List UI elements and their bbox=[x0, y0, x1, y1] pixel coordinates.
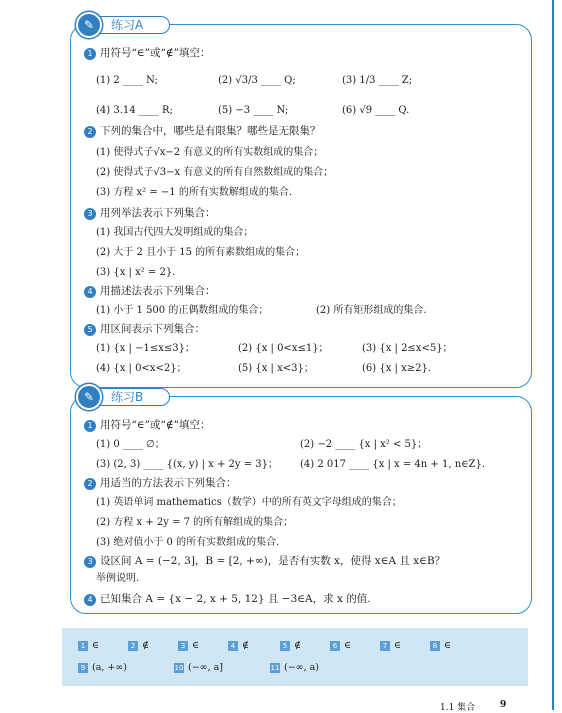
answer-item: 4 ∉ bbox=[228, 640, 249, 651]
a4-question: 4 用描述法表示下列集合： bbox=[84, 284, 216, 298]
answer-item: 6 ∈ bbox=[330, 640, 351, 651]
page-number: 9 bbox=[500, 700, 507, 710]
a1-item: (3) 1/3 ____ Z; bbox=[342, 75, 413, 86]
b3-question-continued: 举例说明. bbox=[96, 573, 140, 584]
a4-item: (1) 小于 1 500 的正偶数组成的集合； bbox=[96, 305, 269, 316]
a5-item: (4) {x | 0<x<2}； bbox=[96, 363, 187, 374]
answer-item: 1 ∈ bbox=[78, 640, 99, 651]
b1-item: (1) 0 ____ ∅； bbox=[96, 439, 165, 450]
a1-item: (5) −3 ____ N; bbox=[218, 105, 289, 116]
answer-item: 5 ∉ bbox=[280, 640, 301, 651]
exercise-b-title: 练习B bbox=[94, 388, 170, 406]
pencil-icon: ✎ bbox=[76, 12, 102, 38]
answer-strip bbox=[62, 628, 528, 686]
a1-item: (6) √9 ____ Q. bbox=[342, 105, 410, 116]
a5-item: (2) {x | 0<x≤1}； bbox=[238, 343, 329, 354]
answer-item: 3 ∈ bbox=[178, 640, 199, 651]
page-edge-line bbox=[552, 0, 554, 710]
b1-item: (2) −2 ____ {x | x² < 5}； bbox=[300, 439, 428, 450]
a1-item: (1) 2 ____ N; bbox=[96, 75, 158, 86]
b4-question: 4 已知集合 A = {x − 2, x + 5, 12} 且 −3∈A，求 x 的值. bbox=[84, 592, 371, 606]
a3-question: 3 用列举法表示下列集合： bbox=[84, 206, 216, 220]
a2-item: (2) 使得式子√3−x 有意义的所有自然数组成的集合； bbox=[96, 167, 334, 178]
b1-question: 1 用符号“∈”或“∉”填空： bbox=[84, 418, 211, 432]
b1-item: (3) (2, 3) ____ {(x, y) | x + 2y = 3}； bbox=[96, 459, 278, 470]
b3-question: 3 设区间 A = (−2, 3]，B = [2, +∞)，是否有实数 x，使得 x∈A 且 x∈B？ bbox=[84, 554, 445, 568]
b2-item: (2) 方程 x + 2y = 7 的所有解组成的集合； bbox=[96, 517, 294, 528]
b1-item: (4) 2 017 ____ {x | x = 4n + 1, n∈Z}. bbox=[300, 459, 486, 470]
a5-item: (6) {x | x≥2}. bbox=[362, 363, 431, 374]
answer-item: 2 ∉ bbox=[128, 640, 149, 651]
a3-item: (1) 我国古代四大发明组成的集合； bbox=[96, 227, 254, 238]
a2-item: (3) 方程 x² = −1 的所有实数解组成的集合. bbox=[96, 187, 293, 198]
section-footer: 1.1 集合 bbox=[440, 703, 476, 713]
a3-item: (2) 大于 2 且小于 15 的所有素数组成的集合； bbox=[96, 247, 306, 258]
a3-item: (3) {x | x² = 2}. bbox=[96, 267, 176, 278]
a1-item: (2) √3/3 ____ Q; bbox=[218, 75, 296, 86]
answer-item: 8 ∈ bbox=[430, 640, 451, 651]
answer-item: 9 (a, +∞) bbox=[78, 662, 127, 673]
b2-question: 2 用适当的方法表示下列集合： bbox=[84, 476, 237, 490]
a4-item: (2) 所有矩形组成的集合. bbox=[316, 305, 427, 316]
b2-item: (3) 绝对值小于 0 的所有实数组成的集合. bbox=[96, 537, 280, 548]
answer-item: 7 ∈ bbox=[380, 640, 401, 651]
a2-question: 2 下列的集合中，哪些是有限集？哪些是无限集？ bbox=[84, 124, 321, 138]
pencil-icon: ✎ bbox=[76, 384, 102, 410]
exercise-a-title: 练习A bbox=[94, 16, 170, 34]
exercise-a-header bbox=[76, 16, 170, 34]
a2-item: (1) 使得式子√x−2 有意义的所有实数组成的集合； bbox=[96, 147, 324, 158]
a5-item: (3) {x | 2≤x<5}； bbox=[362, 343, 453, 354]
a1-question: 1 用符号“∈”或“∉”填空： bbox=[84, 46, 211, 60]
a5-item: (1) {x | −1≤x≤3}； bbox=[96, 343, 195, 354]
b2-item: (1) 英语单词 mathematics（数学）中的所有英文字母组成的集合； bbox=[96, 497, 402, 508]
a1-item: (4) 3.14 ____ R; bbox=[96, 105, 173, 116]
answer-item: 11 (−∞, a) bbox=[270, 662, 319, 673]
a5-item: (5) {x | x<3}； bbox=[238, 363, 314, 374]
exercise-b-header bbox=[76, 388, 170, 406]
a5-question: 5 用区间表示下列集合： bbox=[84, 322, 205, 336]
answer-item: 10 (−∞, a] bbox=[174, 662, 223, 673]
